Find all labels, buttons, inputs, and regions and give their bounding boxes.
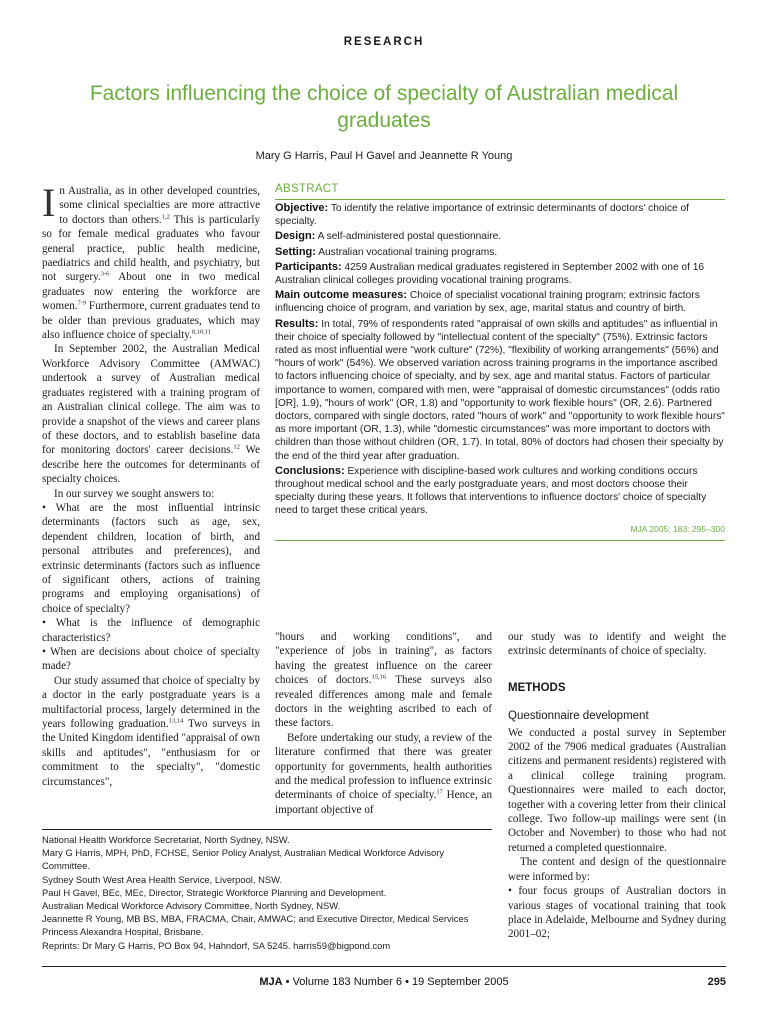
- article-title: Factors influencing the choice of specialty of Australian medical graduates: [89, 82, 679, 132]
- abstract-text: To identify the relative importance of extrinsic determinants of doctors' choice of specialty.: [275, 203, 689, 228]
- drop-cap: I: [42, 180, 56, 225]
- citation-ref: 12: [233, 443, 240, 451]
- abstract-label: Participants:: [275, 260, 342, 273]
- footer-separator: •: [285, 976, 290, 988]
- abstract-label: Objective:: [275, 202, 329, 214]
- abstract-text: Australian vocational training programs.: [315, 246, 498, 258]
- intro-paragraph-4: [42, 674, 260, 789]
- footer-separator: •: [405, 976, 409, 988]
- intro-text: Our study assumed that choice of specialty by a doctor in the early postgraduate years is a multifactorial process, largely determined in the years following graduation.: [42, 674, 260, 731]
- middle-paragraph-1: [275, 630, 492, 731]
- page-number: 295: [707, 976, 726, 988]
- citation-ref: 15,16: [371, 673, 387, 681]
- right-paragraph-3: The content and design of the questionnaire were informed by:: [508, 856, 726, 883]
- journal-citation: MJA 2005; 183: 295–300: [275, 524, 725, 541]
- citation-ref: 17: [436, 788, 443, 796]
- intro-paragraph-2: [42, 342, 260, 486]
- abstract-results: [275, 318, 725, 463]
- abstract-text: Choice of specialist vocational training program; extrinsic factors influencing choice of program, and variation by sex, age, marital status and country of birth.: [275, 290, 700, 315]
- abstract-box: [275, 183, 725, 541]
- body-text: These surveys also revealed differences among male and female doctors in the weighting ascribed to each of these factors.: [275, 674, 492, 730]
- intro-text: About one in two medical graduates now entering the workforce are women.: [42, 271, 260, 313]
- intro-text: n Australia, as in other developed countries, some clinical specialties are more attractive to doctors than others.: [59, 185, 260, 226]
- abstract-label: Main outcome measures:: [275, 289, 408, 302]
- bullet-item: • What is the influence of demographic characteristics?: [42, 617, 260, 644]
- right-paragraph-1: our study was to identify and weight the extrinsic determinants of choice of specialty.: [508, 631, 726, 658]
- abstract-text: In total, 79% of respondents rated "appraisal of own skills and aptitudes" as influential in their choice of specialty followed by "intellectual content of the specialty" (75%). Extrinsic factors rated as most influential were "work culture" (72%), "flexibility of working arrangements" (56%) and "hours of work" (54%). We observed variation across training programs in the importance ascribed to factors influencing choice of specialty, and by sex, age and marital status. Factors of particular importance to women, compared with men, were "appraisal of domestic circumstances" (odds ratio [OR], 1.9), "hours of work" (OR, 1.8) and "opportunity to work flexible hours" (OR, 2.6). Partnered doctors, compared with single doctors, rated "hours of work" and "opportunity to work flexible hours" as more important (OR, 1.3), while "domestic circumstances" was more important to doctors with children than those without children (OR, 1.7). In total, 80% of doctors had chosen their specialty by the end of the third year after graduation.: [275, 318, 725, 462]
- bullet-item: • What are the most influential intrinsic determinants (factors such as age, sex, dependent children, location of birth, and personal attributes and preferences), and extrinsic determinants (factors such as influence of significant others, actions of training programs and employing organisations) of choice of specialty?: [42, 501, 260, 615]
- intro-text: Furthermore, current graduates tend to be older than previous graduates, which may also influence choice of specialty.: [42, 300, 260, 342]
- abstract-design: [275, 230, 725, 243]
- bullet-item: • When are decisions about choice of specialty made?: [42, 646, 260, 673]
- footer-rule: [42, 966, 726, 967]
- intro-text: This is particularly so for female medical graduates who favour general practice, public health medicine, paediatrics and child health, and psychiatry, but not surgery.: [42, 213, 261, 284]
- reprints-line: Reprints: Dr Mary G Harris, PO Box 94, Hahndorf, SA 5245. harris59@bigpond.com: [42, 939, 391, 951]
- article-authors: Mary G Harris, Paul H Gavel and Jeannette R Young: [255, 150, 513, 162]
- abstract-label: Conclusions:: [275, 464, 345, 477]
- citation-ref: 1,2: [161, 213, 170, 221]
- affiliation-line: Mary G Harris, MPH, PhD, FCHSE, Senior Policy Analyst, Australian Medical Workforce Advisory Committee.: [42, 847, 445, 872]
- body-text: Hence, an important objective of: [275, 789, 493, 816]
- subsection-heading: Questionnaire development: [508, 710, 649, 723]
- intro-paragraph-3: In our survey we sought answers to:: [54, 487, 215, 500]
- intro-text: We describe here the outcomes for determinants of specialty choices.: [42, 444, 260, 486]
- abstract-setting: [275, 246, 725, 259]
- affiliation-line: National Health Workforce Secretariat, North Sydney, NSW.: [42, 834, 290, 845]
- body-text: Before undertaking our study, a review of the literature confirmed that there was greater opportunity for governments, health authorities and the medical profession to influence extrinsic determinants of choice of specialty.: [275, 731, 492, 802]
- citation-ref: 13,14: [168, 717, 184, 725]
- affiliation-line: Jeannette R Young, MB BS, MBA, FRACMA, Chair, AMWAC; and Executive Director, Medical Services Princess Alexandra Hospital, Brisbane.: [42, 913, 469, 938]
- citation-ref: 8,10,11: [191, 328, 212, 336]
- intro-column: [42, 180, 261, 789]
- affiliation-line: Sydney South West Area Health Service, Liverpool, NSW.: [42, 873, 283, 885]
- section-label: RESEARCH: [343, 36, 425, 48]
- journal-name: MJA: [259, 976, 283, 988]
- methods-heading: METHODS: [508, 681, 566, 694]
- abstract-text: A self-administered postal questionnaire.: [315, 231, 502, 243]
- citation-ref: 7-9: [77, 299, 87, 307]
- citation-ref: 3-6: [100, 270, 110, 278]
- affiliation-line: Australian Medical Workforce Advisory Committee, North Sydney, NSW.: [42, 900, 341, 912]
- abstract-heading: ABSTRACT: [275, 183, 725, 200]
- bullet-item: • four focus groups of Australian doctors in various stages of vocational training that took place in Adelaide, Melbourne and Sydney during 2001–02;: [508, 885, 726, 941]
- abstract-text: 4259 Australian medical graduates registered in September 2002 with one of 16 Australian clinical colleges providing vocational training programs.: [275, 261, 705, 287]
- middle-paragraph-2: [275, 731, 492, 817]
- abstract-label: Design:: [275, 230, 316, 243]
- abstract-outcome: [275, 289, 725, 315]
- journal-volume: Volume 183 Number 6: [292, 976, 403, 988]
- abstract-label: Results:: [275, 317, 319, 330]
- publication-date: 19 September 2005: [412, 976, 509, 988]
- affiliations: [42, 829, 492, 952]
- page-footer: [42, 976, 726, 988]
- abstract-conclusions: [275, 465, 725, 518]
- intro-text: In September 2002, the Australian Medical Workforce Advisory Committee (AMWAC) undertook a survey of Australian medical graduates registered with a training program of an Australian clinical college. The aim was to provide a snapshot of the views and career plans of these doctors, and to establish baseline data for monitoring doctors' career decisions.: [42, 343, 260, 457]
- intro-paragraph-1: [42, 180, 261, 342]
- abstract-participants: [275, 261, 725, 287]
- abstract-objective: [275, 202, 725, 228]
- abstract-text: Experience with discipline-based work cultures and working conditions occurs throughout medical school and the early postgraduate years, and most doctors choose their specialty during these years. It follows that interventions to influence doctors' choice of specialty need to target these critical years.: [275, 465, 707, 517]
- right-column: [508, 630, 726, 942]
- intro-text: Two surveys in the United Kingdom identified "appraisal of own skills and aptitudes", "enthusiasm for or commitment to the specialty", "domestic circumstances",: [42, 718, 260, 788]
- right-paragraph-2: We conducted a postal survey in September 2002 of the 7906 medical graduates (Australian citizens and permanent residents) registered with a clinical college training program. Questionnaires were mailed to each doctor, together with a covering letter from their clinical college. Two follow-up mailings were sent (in October and November) to those who had not returned a completed questionnaire.: [508, 726, 726, 854]
- abstract-label: Setting:: [275, 245, 316, 258]
- affiliation-line: Paul H Gavel, BEc, MEc, Director, Strategic Workforce Planning and Development.: [42, 886, 387, 898]
- middle-column: [275, 630, 492, 817]
- body-text: "hours and working conditions", and "experience of jobs in training", as factors having the greatest influence on the career choices of doctors.: [275, 631, 492, 687]
